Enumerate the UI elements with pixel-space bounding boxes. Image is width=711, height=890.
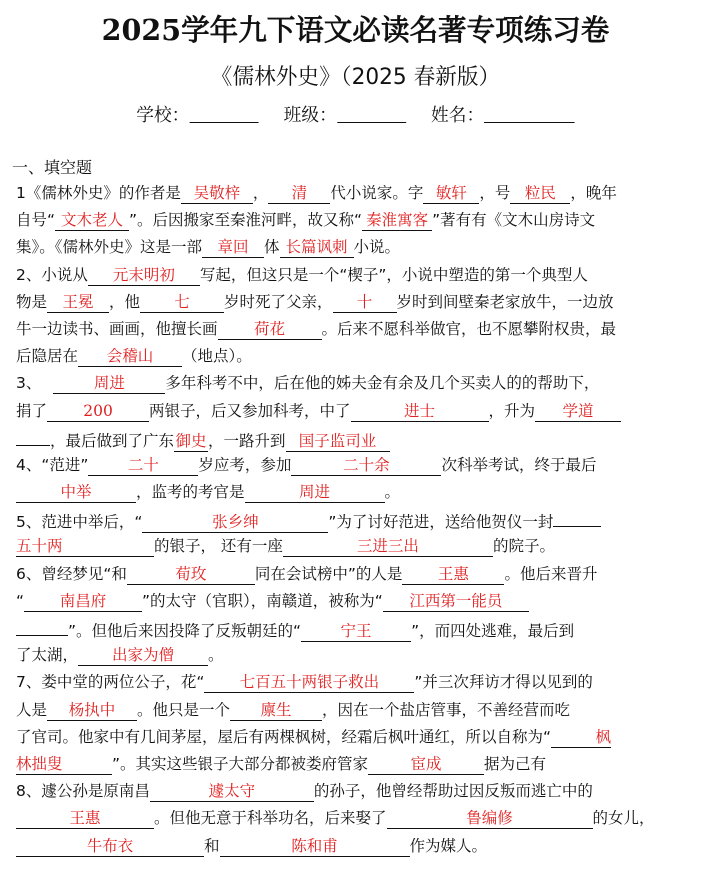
question-line — [16, 425, 696, 452]
question-text: 物是 — [16, 292, 48, 311]
question-text: 。他后来晋升 — [504, 564, 598, 583]
question-text: ，晚年 — [570, 184, 617, 202]
question-line — [16, 506, 696, 533]
question-line — [16, 316, 696, 343]
answer-blank: 张乡绅 — [142, 512, 328, 533]
question-text: ”为了讨好范进，送给他贺仪一封 — [328, 513, 554, 532]
answer-blank: 宦成 — [368, 754, 484, 775]
answer-blank: 枫 — [551, 727, 611, 748]
question-line — [16, 588, 696, 615]
answer-blank: 王惠 — [16, 808, 154, 829]
question-text: 代小说家。字 — [330, 184, 424, 202]
answer-blank: 文木老人 — [55, 210, 129, 231]
question-text: ”。其实这些银子大部分都被娄府管家 — [112, 754, 369, 773]
question-line — [16, 180, 696, 207]
question-text: 后隐居在 — [16, 347, 79, 366]
question-line — [16, 615, 696, 642]
question-line — [16, 724, 696, 751]
question-text: 3、 — [16, 374, 42, 393]
question-text: 自号“ — [16, 211, 56, 230]
answer-blank: 江西第一能员 — [383, 591, 529, 612]
question-text: 岁时死了父亲， — [224, 292, 333, 311]
answer-blank: 长篇讽刺 — [280, 237, 354, 258]
question-text: 和 — [204, 836, 220, 855]
answer-blank: 五十两 — [16, 536, 154, 557]
answer-blank: 清 — [268, 183, 330, 204]
answer-blank: 荷花 — [218, 319, 322, 340]
answer-blank: 章回 — [202, 237, 264, 258]
answer-blank: 杨执中 — [47, 700, 137, 721]
answer-blank: 荀玫 — [127, 564, 255, 585]
student-info-row — [6, 101, 706, 127]
answer-blank: 鲁编修 — [387, 808, 593, 829]
answer-blank: 进士 — [351, 401, 489, 422]
question-line — [16, 561, 696, 588]
answer-blank: 国子监司业 — [286, 431, 390, 452]
question-text: “ — [16, 591, 25, 610]
question-text: 岁应考，参加 — [198, 455, 292, 474]
answer-blank: 宁王 — [301, 621, 411, 642]
question-text: ，升为 — [488, 401, 536, 420]
answer-blank: 秦淮寓客 — [362, 210, 432, 231]
name-label: 姓名： — [431, 105, 485, 126]
answer-blank: 御史 — [175, 431, 207, 450]
question-text: 。 — [384, 483, 401, 502]
answer-blank: 王冕 — [47, 292, 109, 313]
question-text: ”的太守（官职），南赣道，被称为“ — [142, 591, 383, 610]
answer-blank — [16, 615, 68, 636]
answer-blank: 七百五十两银子救出 — [204, 672, 414, 693]
question-text: 作为媒人。 — [409, 836, 488, 855]
answer-blank: 周进 — [245, 482, 385, 503]
class-label: 班级： — [283, 105, 337, 126]
answer-blank: 遽太守 — [150, 781, 314, 802]
question-text: ，号 — [479, 184, 511, 202]
question-text: 捐了 — [16, 401, 48, 420]
question-line — [16, 533, 696, 560]
question-line — [16, 207, 696, 234]
question-text: 据为己有 — [484, 754, 547, 773]
answer-blank: 廪生 — [230, 700, 322, 721]
question-text: ”著有有《文木山房诗文 — [432, 211, 596, 230]
question-text: 集》。《儒林外史》这是一部 — [16, 238, 203, 257]
answer-blank: 吴敬梓 — [181, 183, 253, 204]
question-text: ， — [252, 184, 269, 202]
question-text: 6、曾经梦见“和 — [16, 564, 127, 583]
question-text: 5、范进中举后，“ — [16, 513, 143, 532]
fill-in-section — [16, 180, 696, 860]
question-text: 小说。 — [353, 238, 401, 257]
question-line — [16, 751, 696, 778]
question-text: （地点）。 — [182, 347, 252, 366]
question-text: 1《儒林外史》的作者是 — [16, 184, 181, 202]
question-line — [16, 234, 696, 261]
question-text: 的女儿， — [592, 809, 655, 828]
question-text: ”。后因搬家至秦淮河畔，故又称“ — [129, 211, 363, 230]
answer-blank: 出家为僧 — [78, 645, 208, 666]
question-line — [16, 398, 696, 425]
answer-blank — [16, 425, 50, 446]
question-line — [16, 370, 696, 397]
question-line — [16, 697, 696, 724]
school-label: 学校： — [136, 105, 190, 126]
answer-blank: 中举 — [16, 482, 136, 503]
question-text: 2、小说从 — [16, 265, 88, 284]
answer-blank — [553, 506, 601, 527]
question-text: 。但他无意于科举功名，后来娶了 — [154, 809, 387, 828]
answer-blank: 三进三出 — [283, 536, 493, 557]
question-text: ，一路升到 — [208, 431, 286, 450]
question-text: 。 — [208, 646, 224, 665]
question-text: 同在会试榜中”的人是 — [254, 564, 403, 583]
question-text: ”。但他后来因投降了反叛朝廷的“ — [68, 622, 302, 640]
school-field[interactable] — [189, 106, 258, 123]
answer-blank: 十 — [333, 292, 397, 313]
question-line — [16, 452, 696, 479]
name-field[interactable] — [484, 106, 575, 123]
question-text: ，最后做到了广东 — [50, 431, 175, 450]
answer-blank: 200 — [47, 401, 149, 422]
page-title: 2025学年九下语文必读名著专项练习卷 — [101, 13, 610, 47]
answer-blank: 二十余 — [291, 455, 441, 476]
answer-blank: 七 — [140, 292, 224, 313]
question-text: ，因在一个盐店管事，不善经营而吃 — [322, 700, 571, 719]
answer-blank: 学道 — [535, 401, 621, 422]
question-text: 牛一边读书、画画，他擅长画 — [16, 319, 218, 338]
question-line — [16, 262, 696, 289]
question-text: 的孙子，他曾经帮助过因反叛而逃亡中的 — [313, 782, 593, 801]
question-line — [16, 669, 696, 696]
question-text: 人是 — [16, 700, 48, 719]
question-text: 岁时到间壁秦老家放牛，一边放 — [396, 292, 614, 311]
answer-blank: 敏轩 — [423, 183, 479, 204]
question-line — [16, 479, 696, 506]
question-line — [16, 805, 696, 832]
question-text: 。后来不愿科举做官，也不愿攀附权贵，最 — [321, 319, 617, 338]
page-subtitle: 《儒林外史》（2025 春新版） — [210, 65, 501, 90]
question-line — [16, 289, 696, 316]
question-text: ，他 — [109, 292, 141, 311]
answer-blank: 元末明初 — [88, 265, 200, 286]
answer-blank: 牛布衣 — [16, 836, 204, 857]
question-text: 写起，但这只是一个“楔子”，小说中塑造的第一个典型人 — [199, 265, 588, 284]
class-field[interactable] — [337, 106, 406, 123]
answer-blank: 南昌府 — [24, 591, 142, 612]
question-text: 多年科考不中，后在他的姊夫金有余及几个买卖人的的帮助下， — [165, 374, 600, 393]
answer-blank: 王惠 — [402, 564, 504, 585]
answer-blank: 林拙叟 — [16, 754, 112, 775]
question-text: ”并三次拜访才得以见到的 — [414, 673, 593, 692]
question-text: 体 — [264, 238, 280, 257]
question-text: 次科举考试，终于最后 — [441, 455, 597, 474]
question-text: ，监考的考官是 — [136, 483, 245, 502]
question-text: 两银子，后又参加科考，中了 — [149, 401, 351, 420]
question-text: 8、遽公孙是原南昌 — [16, 782, 150, 801]
question-text: 的银子， 还有一座 — [154, 537, 283, 556]
question-text: 了太湖， — [16, 646, 79, 665]
answer-blank: 二十 — [88, 455, 198, 476]
question-text: 了官司。他家中有几间茅屋，屋后有两棵枫树，经霜后枫叶通红，所以自称为“ — [16, 727, 552, 746]
answer-blank: 会稽山 — [78, 346, 182, 367]
answer-blank: 陈和甫 — [220, 836, 410, 857]
question-line — [16, 833, 696, 860]
question-line — [16, 778, 696, 805]
question-text: 的院子。 — [492, 537, 555, 556]
question-text: 。他只是一个 — [137, 700, 231, 719]
answer-blank: 周进 — [53, 373, 165, 394]
question-text: 7、娄中堂的两位公子，花“ — [16, 673, 205, 692]
question-line — [16, 642, 696, 669]
question-line — [16, 343, 696, 370]
section-heading: 一、填空题 — [12, 158, 93, 177]
answer-blank: 粒民 — [510, 183, 570, 204]
question-text: 4、“范进” — [16, 455, 89, 474]
question-text: ”，而四处逃难，最后到 — [411, 622, 575, 640]
